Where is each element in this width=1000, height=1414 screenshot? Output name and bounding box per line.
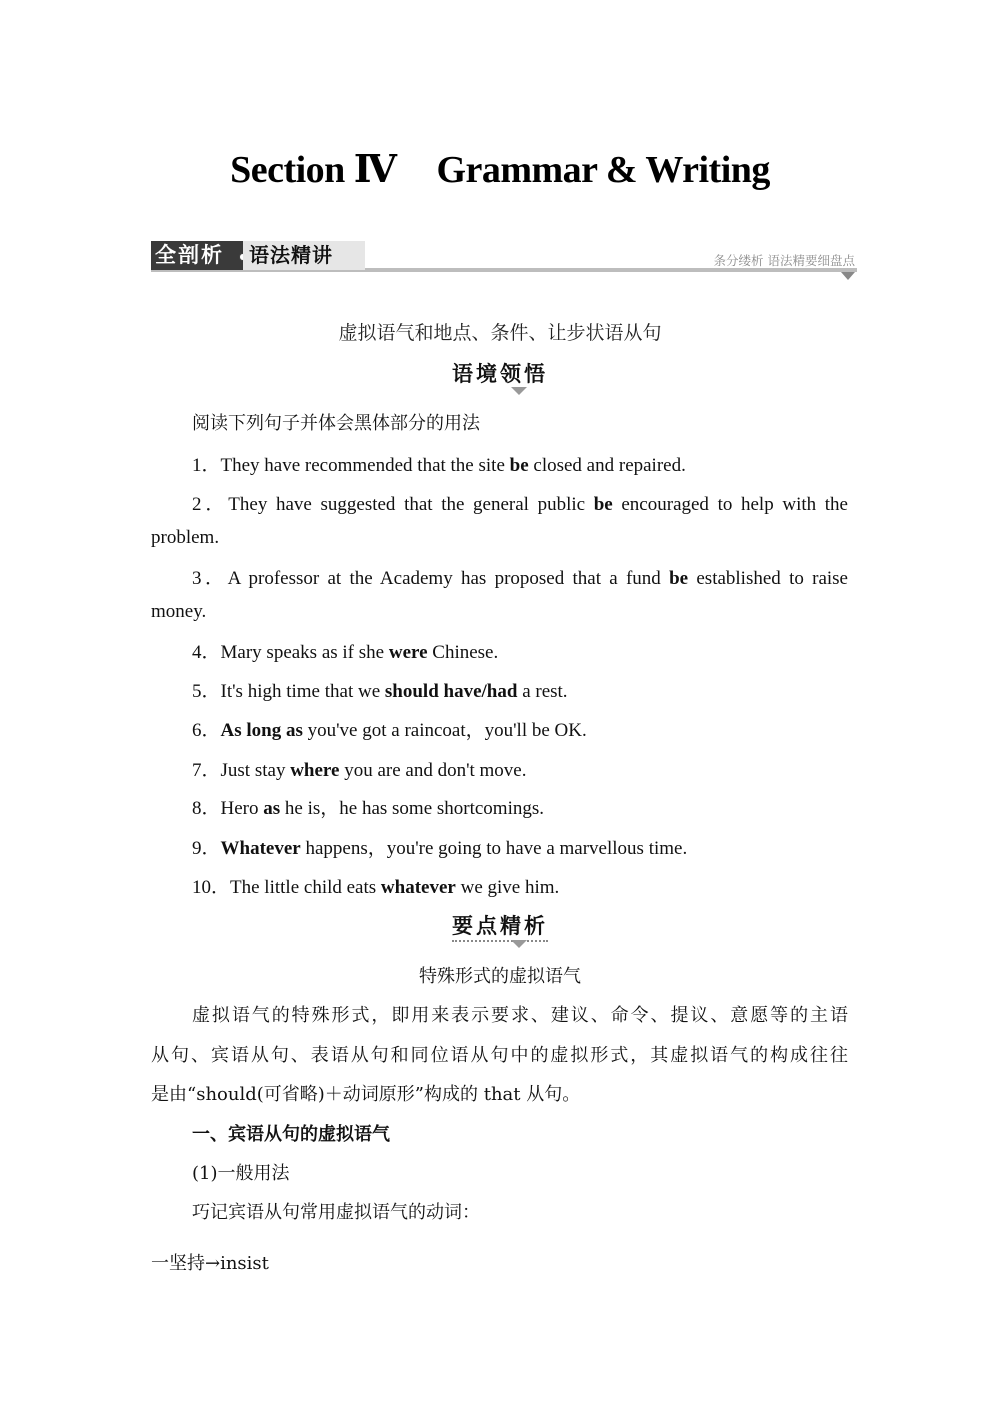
section-banner xyxy=(151,241,857,281)
sentence-9: 9．Whatever happens，you're going to have a marvellous time. xyxy=(192,838,688,859)
paragraph-line-3: 是由“should(可省略)＋动词原形”构成的 that 从句。 xyxy=(151,1084,581,1105)
banner-dark-label: 全剖析 xyxy=(151,241,243,270)
section-one-heading: 一、宾语从句的虚拟语气 xyxy=(192,1124,390,1145)
banner-light-label: 语法精讲 xyxy=(243,241,365,270)
topic-title: 虚拟语气和地点、条件、让步状语从句 xyxy=(338,322,662,344)
title-section: Section Ⅳ xyxy=(230,149,397,191)
key-points-heading: 要点精析 xyxy=(0,910,1000,940)
title-topic: Grammar & Writing xyxy=(436,149,770,191)
sentence-3-continuation: money. xyxy=(151,601,207,622)
sentence-1: 1．They have recommended that the site be closed and repaired. xyxy=(192,455,686,476)
instruction: 阅读下列句子并体会黑体部分的用法 xyxy=(192,413,480,434)
sentence-2: 2．They have suggested that the general public be encouraged to help with the xyxy=(192,494,848,515)
sentence-2-continuation: problem. xyxy=(151,527,220,548)
sentence-3: 3．A professor at the Academy has proposed that a fund be established to raise xyxy=(192,568,848,589)
sentence-7: 7．Just stay where you are and don't move. xyxy=(192,760,527,781)
paragraph-line-2: 从句、宾语从句、表语从句和同位语从句中的虚拟形式，其虚拟语气的构成往往 xyxy=(151,1045,848,1066)
key-points-triangle-icon xyxy=(511,940,527,948)
sentence-5: 5．It's high time that we should have/had a rest. xyxy=(192,681,568,702)
sentence-8: 8．Hero as he is，he has some shortcomings. xyxy=(192,798,545,819)
usage-heading: (1)一般用法 xyxy=(192,1163,290,1184)
banner-triangle-icon xyxy=(841,272,855,280)
banner-right-text: 条分缕析 语法精要细盘点 xyxy=(713,253,855,268)
context-heading-triangle-icon xyxy=(511,387,527,395)
sentence-4: 4．Mary speaks as if she were Chinese. xyxy=(192,642,499,663)
paragraph-line-1: 虚拟语气的特殊形式，即用来表示要求、建议、命令、提议、意愿等的主语 xyxy=(192,1005,848,1026)
mnemonic-text: 巧记宾语从句常用虚拟语气的动词： xyxy=(192,1202,480,1223)
context-heading: 语境领悟 xyxy=(452,362,548,386)
sentence-6: 6．As long as you've got a raincoat，you'll be OK. xyxy=(192,720,587,741)
page-title xyxy=(0,146,1000,192)
key-points-subtitle: 特殊形式的虚拟语气 xyxy=(419,966,581,987)
sentence-10: 10．The little child eats whatever we give him. xyxy=(192,877,560,898)
verb-item: 一坚持→insist xyxy=(151,1253,269,1274)
